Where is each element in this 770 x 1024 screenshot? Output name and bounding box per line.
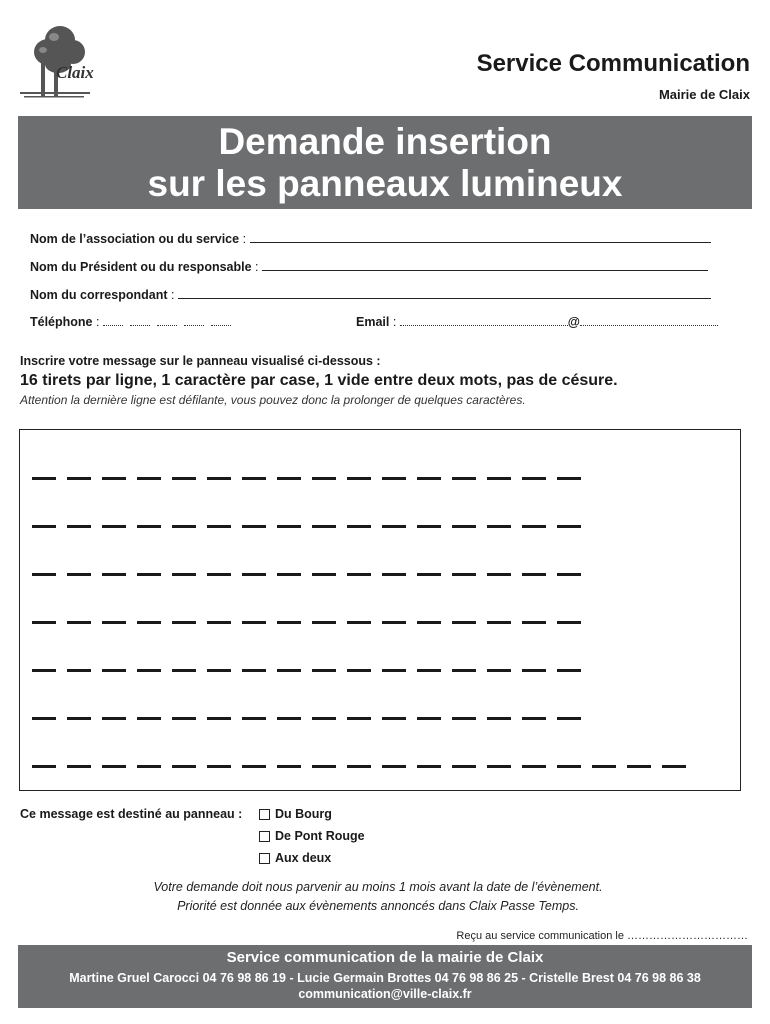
character-slot[interactable] [67,669,91,672]
header-title: Service Communication [476,50,750,77]
claix-logo [18,22,108,100]
instructions-intro: Inscrire votre message sur le panneau visualisé ci-dessous : [20,354,381,368]
character-slot[interactable] [487,477,511,480]
option-aux-deux[interactable] [259,851,331,865]
character-slot[interactable] [662,765,686,768]
character-slot[interactable] [382,717,406,720]
character-slot[interactable] [452,765,476,768]
character-slot[interactable] [137,525,161,528]
correspondant-field: Nom du correspondant : [30,288,711,302]
character-slot[interactable] [172,525,196,528]
character-slot[interactable] [382,621,406,624]
character-slot[interactable] [207,477,231,480]
president-field: Nom du Président ou du responsable : [30,260,708,274]
checkbox-aux-deux[interactable] [259,853,270,864]
character-slot[interactable] [382,573,406,576]
character-slot[interactable] [172,765,196,768]
option-pont-rouge[interactable] [259,829,365,843]
character-slot[interactable] [522,621,546,624]
telephone-label: Téléphone [30,315,93,329]
character-slot[interactable] [32,765,56,768]
character-slot[interactable] [347,477,371,480]
email-field: Email : @ [356,315,718,329]
character-slot[interactable] [312,621,336,624]
character-slot[interactable] [102,669,126,672]
character-slot[interactable] [452,573,476,576]
character-slot[interactable] [312,525,336,528]
character-slot[interactable] [487,765,511,768]
character-slot[interactable] [382,765,406,768]
character-slot[interactable] [312,717,336,720]
character-slot[interactable] [452,669,476,672]
character-slot[interactable] [102,621,126,624]
character-slot[interactable] [207,525,231,528]
character-slot[interactable] [522,525,546,528]
association-input-line[interactable] [250,232,711,243]
instructions-rule: 16 tirets par ligne, 1 caractère par case, 1 vide entre deux mots, pas de césure. [20,372,618,389]
email-domain-line[interactable] [580,316,718,326]
footer-title: Service communication de la mairie de Claix [226,949,544,966]
character-slot[interactable] [32,573,56,576]
character-slot[interactable] [487,525,511,528]
character-slot[interactable] [242,573,266,576]
character-slot[interactable] [207,765,231,768]
character-slot[interactable] [417,669,441,672]
deadline-line-2: Priorité est donnée aux évènements annoncés dans Claix Passe Temps. [177,899,579,913]
message-panel [19,429,741,791]
character-slot[interactable] [277,621,301,624]
phone-part-1[interactable] [103,316,123,326]
character-slot[interactable] [102,477,126,480]
character-slot[interactable] [417,621,441,624]
association-field: Nom de l’association ou du service : [30,232,711,246]
character-slot[interactable] [137,477,161,480]
character-slot[interactable] [487,717,511,720]
character-slot[interactable] [32,717,56,720]
deadline-line-1: Votre demande doit nous parvenir au moins 1 mois avant la date de l’évènement. [153,880,603,894]
character-slot[interactable] [452,717,476,720]
at-sign: @ [567,315,580,329]
character-slot[interactable] [522,717,546,720]
character-slot[interactable] [102,717,126,720]
character-slot[interactable] [312,477,336,480]
character-slot[interactable] [242,477,266,480]
character-slot[interactable] [522,573,546,576]
character-slot[interactable] [242,525,266,528]
character-slot[interactable] [557,573,581,576]
character-slot[interactable] [347,573,371,576]
character-slot[interactable] [242,621,266,624]
character-slot[interactable] [522,765,546,768]
character-slot[interactable] [102,573,126,576]
character-slot[interactable] [417,477,441,480]
character-slot[interactable] [417,717,441,720]
character-slot[interactable] [487,621,511,624]
received-note: Reçu au service communication le …………………………… [456,930,748,942]
character-slot[interactable] [242,765,266,768]
character-slot[interactable] [172,669,196,672]
footer-banner [18,945,752,1008]
email-user-line[interactable] [400,316,568,326]
title-banner [18,116,752,209]
character-slot[interactable] [347,621,371,624]
character-slot[interactable] [382,525,406,528]
character-slot[interactable] [592,765,616,768]
character-slot[interactable] [417,525,441,528]
character-slot[interactable] [32,621,56,624]
logo-text: Claix [56,63,94,82]
character-slot[interactable] [522,669,546,672]
character-slot[interactable] [417,573,441,576]
character-slot[interactable] [277,525,301,528]
character-slot[interactable] [67,717,91,720]
character-slot[interactable] [277,573,301,576]
character-slot[interactable] [32,669,56,672]
character-slot[interactable] [67,621,91,624]
association-label: Nom de l’association ou du service [30,232,240,246]
phone-part-2[interactable] [130,316,150,326]
character-slot[interactable] [312,765,336,768]
character-slot[interactable] [347,525,371,528]
banner-line-2: sur les panneaux lumineux [147,163,623,204]
header-subtitle: Mairie de Claix [658,87,750,102]
character-slot[interactable] [452,621,476,624]
character-slot[interactable] [242,717,266,720]
character-slot[interactable] [627,765,651,768]
phone-part-4[interactable] [184,316,204,326]
character-slot[interactable] [32,525,56,528]
destination-label: Ce message est destiné au panneau : [20,807,243,821]
telephone-field: Téléphone : [30,315,231,329]
character-slot[interactable] [137,765,161,768]
character-slot[interactable] [32,477,56,480]
character-slot[interactable] [172,621,196,624]
character-slot[interactable] [102,765,126,768]
character-slot[interactable] [277,717,301,720]
email-label: Email [356,315,390,329]
correspondant-input-line[interactable] [178,288,711,299]
character-slot[interactable] [347,669,371,672]
character-slot[interactable] [557,477,581,480]
character-slot[interactable] [172,573,196,576]
option-du-bourg-label: Du Bourg [275,807,332,821]
character-slot[interactable] [207,573,231,576]
character-slot[interactable] [557,621,581,624]
character-slot[interactable] [487,669,511,672]
footer-phones: Martine Gruel Carocci 04 76 98 86 19 - Lucie Germain Brottes 04 76 98 86 25 - Cristelle Brest 04 76 98 86 38 [69,971,701,985]
character-slot[interactable] [277,477,301,480]
president-label: Nom du Président ou du responsable [30,260,252,274]
character-slot[interactable] [452,525,476,528]
character-slot[interactable] [312,669,336,672]
character-slot[interactable] [207,621,231,624]
footer-email: communication@ville-claix.fr [298,987,472,1001]
character-slot[interactable] [172,717,196,720]
character-slot[interactable] [277,765,301,768]
instructions-note: Attention la dernière ligne est défilante, vous pouvez donc la prolonger de quelques caractères. [20,393,526,407]
character-slot[interactable] [382,669,406,672]
character-slot[interactable] [557,669,581,672]
character-slot[interactable] [67,765,91,768]
correspondant-label: Nom du correspondant [30,288,168,302]
option-pont-rouge-label: De Pont Rouge [275,829,365,843]
character-slot[interactable] [242,669,266,672]
character-slot[interactable] [557,765,581,768]
character-slot[interactable] [347,717,371,720]
character-slot[interactable] [207,669,231,672]
option-du-bourg[interactable] [259,807,332,821]
character-slot[interactable] [137,573,161,576]
character-slot[interactable] [452,477,476,480]
character-slot[interactable] [137,621,161,624]
character-slot[interactable] [207,717,231,720]
character-slot[interactable] [137,717,161,720]
president-input-line[interactable] [262,260,708,271]
character-slot[interactable] [382,477,406,480]
phone-part-3[interactable] [157,316,177,326]
character-slot[interactable] [312,573,336,576]
banner-line-1: Demande insertion [218,121,552,162]
checkbox-du-bourg[interactable] [259,809,270,820]
character-slot[interactable] [102,525,126,528]
character-slot[interactable] [557,717,581,720]
character-slot[interactable] [347,765,371,768]
character-slot[interactable] [557,525,581,528]
character-slot[interactable] [277,669,301,672]
checkbox-pont-rouge[interactable] [259,831,270,842]
character-slot[interactable] [487,573,511,576]
character-slot[interactable] [522,477,546,480]
character-slot[interactable] [67,573,91,576]
character-slot[interactable] [137,669,161,672]
character-slot[interactable] [67,525,91,528]
character-slot[interactable] [67,477,91,480]
option-aux-deux-label: Aux deux [275,851,332,865]
phone-part-5[interactable] [211,316,231,326]
character-slot[interactable] [172,477,196,480]
character-slot[interactable] [417,765,441,768]
